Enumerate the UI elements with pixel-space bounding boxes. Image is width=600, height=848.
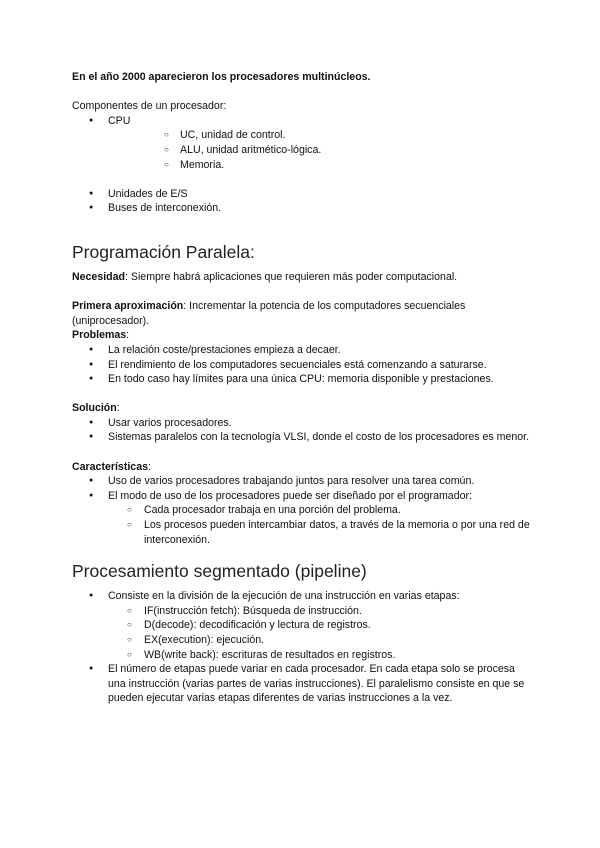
intro-headline: En el año 2000 aparecieron los procesadores multinúcleos. bbox=[72, 71, 371, 83]
list-item: ● El modo de uso de los procesadores puede ser diseñado por el programador: ○ Cada procesador trabaja en una porción del problema. ○ Los procesos pueden intercambiar datos, a través de la memoria o por una red de interconexión. bbox=[72, 489, 532, 547]
list-item: ● Usar varios procesadores. bbox=[72, 416, 532, 431]
solucion-list bbox=[72, 416, 532, 445]
caracteristicas-label: Características: bbox=[72, 460, 151, 473]
list-item: ○ EX(execution): ejecución. bbox=[108, 633, 532, 648]
list-item: ● El rendimiento de los computadores secuenciales está comenzando a saturarse. bbox=[72, 358, 532, 373]
necesidad-paragraph: Necesidad: Siempre habrá aplicaciones que requieren más poder computacional. bbox=[72, 270, 458, 283]
list-item: ● Buses de interconexión. bbox=[72, 201, 532, 216]
section-heading-paralela: Programación Paralela: bbox=[72, 241, 255, 262]
problemas-label: Problemas: bbox=[72, 329, 130, 342]
list-item: ○ Memoria. bbox=[108, 158, 532, 173]
list-item: ● En todo caso hay límites para una única CPU: memoria disponible y prestaciones. bbox=[72, 372, 532, 387]
components-list bbox=[72, 114, 532, 172]
list-item: ● La relación coste/prestaciones empieza a decaer. bbox=[72, 343, 532, 358]
pipeline-stages-list bbox=[108, 604, 532, 662]
list-item: ○ WB(write back): escrituras de resultados en registros. bbox=[108, 648, 532, 663]
list-item: ● Uso de varios procesadores trabajando juntos para resolver una tarea común. bbox=[72, 474, 532, 489]
list-item: ○ Los procesos pueden intercambiar datos, a través de la memoria o por una red de interconexión. bbox=[108, 518, 532, 547]
other-components-list bbox=[72, 187, 532, 216]
components-title: Componentes de un procesador: bbox=[72, 100, 227, 113]
list-item: ● Sistemas paralelos con la tecnología VLSI, donde el costo de los procesadores es menor. bbox=[72, 430, 532, 445]
solucion-label: Solución: bbox=[72, 402, 120, 415]
pipeline-list bbox=[72, 589, 532, 706]
list-item: ● El número de etapas puede variar en cada procesador. En cada etapa solo se procesa una instrucción (varias partes de varias instrucciones). El paralelismo consiste en que se pueden ejecutar varias etapas diferentes de varias instrucciones a la vez. bbox=[72, 662, 532, 706]
list-item: ○ Cada procesador trabaja en una porción del problema. bbox=[108, 503, 532, 518]
list-item: ○ IF(instrucción fetch): Búsqueda de instrucción. bbox=[108, 604, 532, 619]
list-item: ● Unidades de E/S bbox=[72, 187, 532, 202]
problemas-list bbox=[72, 343, 532, 387]
document-page bbox=[72, 70, 532, 706]
caracteristicas-sublist bbox=[108, 503, 532, 547]
list-item-cpu: ● CPU ○ UC, unidad de control. ○ ALU, unidad aritmético-lógica. ○ Memoria. bbox=[72, 114, 532, 172]
list-item: ● Consiste en la división de la ejecución de una instrucción en varias etapas: ○ IF(instrucción fetch): Búsqueda de instrucción. ○ D(decode): decodificación y lectura de registros. ○ EX(execution): ejecución. ○ WB(write back): escrituras de resultados en registros. bbox=[72, 589, 532, 662]
list-item: ○ UC, unidad de control. bbox=[108, 128, 532, 143]
section-heading-pipeline: Procesamiento segmentado (pipeline) bbox=[72, 561, 367, 582]
cpu-parts-list bbox=[108, 128, 532, 172]
list-item: ○ D(decode): decodificación y lectura de registros. bbox=[108, 618, 532, 633]
list-item: ○ ALU, unidad aritmético-lógica. bbox=[108, 143, 532, 158]
primera-aproximacion-paragraph: Primera aproximación: Incrementar la potencia de los computadores secuenciales (uniprocesador). bbox=[72, 300, 466, 327]
caracteristicas-list bbox=[72, 474, 532, 547]
